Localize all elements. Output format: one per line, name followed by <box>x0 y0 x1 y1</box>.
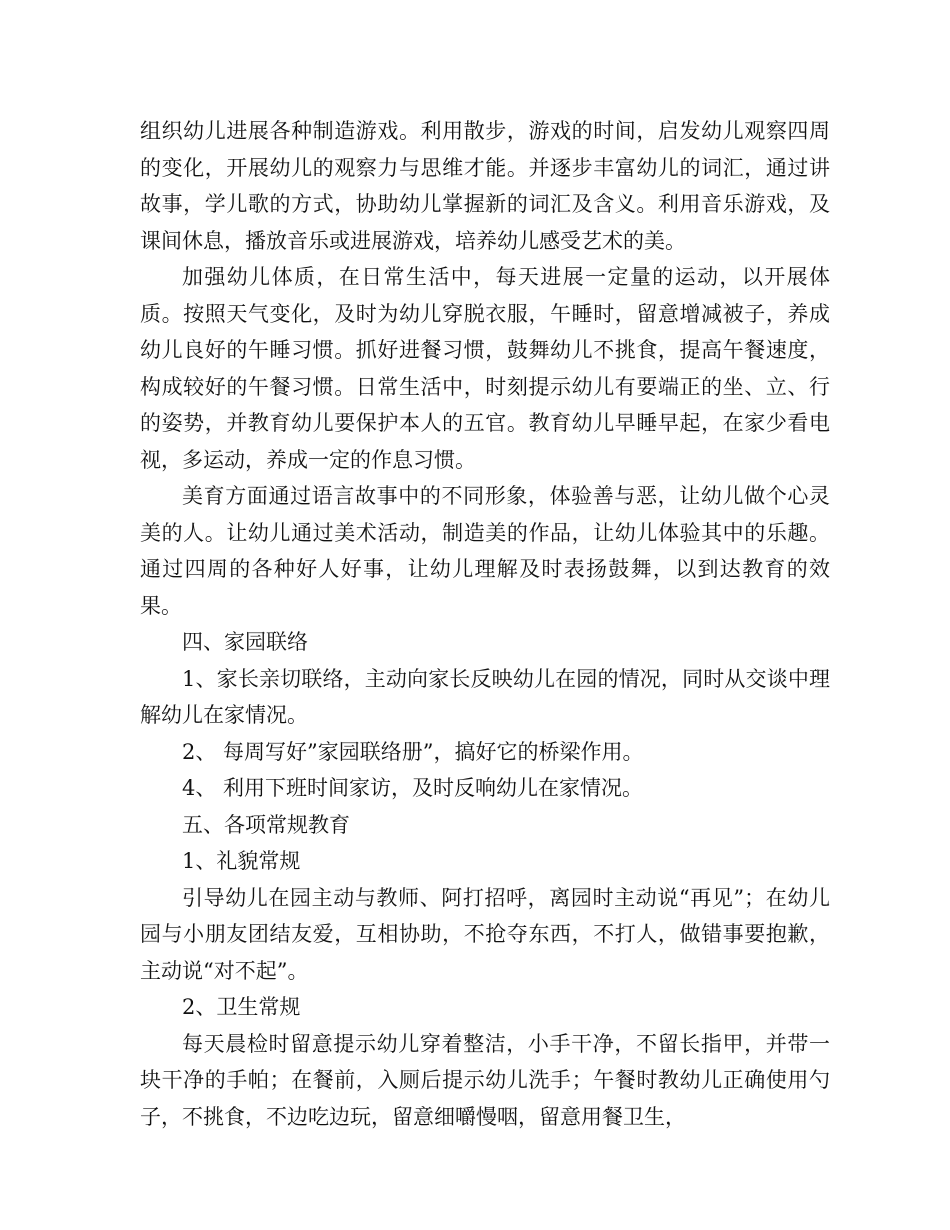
paragraph-aesthetic-education: 美育方面通过语言故事中的不同形象，体验善与恶，让幼儿做个心灵美的人。让幼儿通过美术活动，制造美的作品，让幼儿体验其中的乐趣。通过四周的各种好人好事，让幼儿理解及时表扬鼓舞，以到达教育的效果。 <box>140 484 830 618</box>
paragraph-hygiene-routine: 每天晨检时留意提示幼儿穿着整洁，小手干净，不留长指甲，并带一块干净的手帕；在餐前，入厕后提示幼儿洗手；午餐时教幼儿正确使用勺子，不挑食，不边吃边玩，留意细嚼慢咽，留意用餐卫生， <box>140 1031 830 1129</box>
document-body <box>140 113 830 1135</box>
paragraph-art-activities: 组织幼儿进展各种制造游戏。利用散步，游戏的时间，启发幼儿观察四周的变化，开展幼儿的观察力与思维才能。并逐步丰富幼儿的词汇，通过讲故事，学儿歌的方式，协助幼儿掌握新的词汇及含义。利用音乐游戏，及课间休息，播放音乐或进展游戏，培养幼儿感受艺术的美。 <box>140 119 830 253</box>
list-item-parent-contact: 1、家长亲切联络，主动向家长反映幼儿在园的情况，同时从交谈中理解幼儿在家情况。 <box>140 666 830 727</box>
list-item-home-visit: 4、 利用下班时间家访，及时反响幼儿在家情况。 <box>182 776 644 800</box>
paragraph-courtesy-routine: 引导幼儿在园主动与教师、阿打招呼，离园时主动说“再见”；在幼儿园与小朋友团结友爱，互相协助，不抢夺东西，不打人，做错事要抱歉，主动说“对不起”。 <box>140 885 830 983</box>
section-heading-routine-education: 五、各项常规教育 <box>182 812 350 837</box>
list-item-contact-book: 2、 每周写好”家园联络册”，搞好它的桥梁作用。 <box>182 739 644 764</box>
subsection-heading-courtesy: 1、礼貌常规 <box>182 849 301 873</box>
section-heading-home-school-contact: 四、家园联络 <box>182 630 308 654</box>
paragraph-physical-health: 加强幼儿体质，在日常生活中，每天进展一定量的运动，以开展体质。按照天气变化，及时为幼儿穿脱衣服，午睡时，留意增减被子，养成幼儿良好的午睡习惯。抓好进餐习惯，鼓舞幼儿不挑食，提高午餐速度，构成较好的午餐习惯。日常生活中，时刻提示幼儿有要端正的坐、立、行的姿势，并教育幼儿要保护本人的五官。教育幼儿早睡早起，在家少看电视，多运动，养成一定的作息习惯。 <box>140 265 830 472</box>
subsection-heading-hygiene: 2、卫生常规 <box>182 995 301 1019</box>
